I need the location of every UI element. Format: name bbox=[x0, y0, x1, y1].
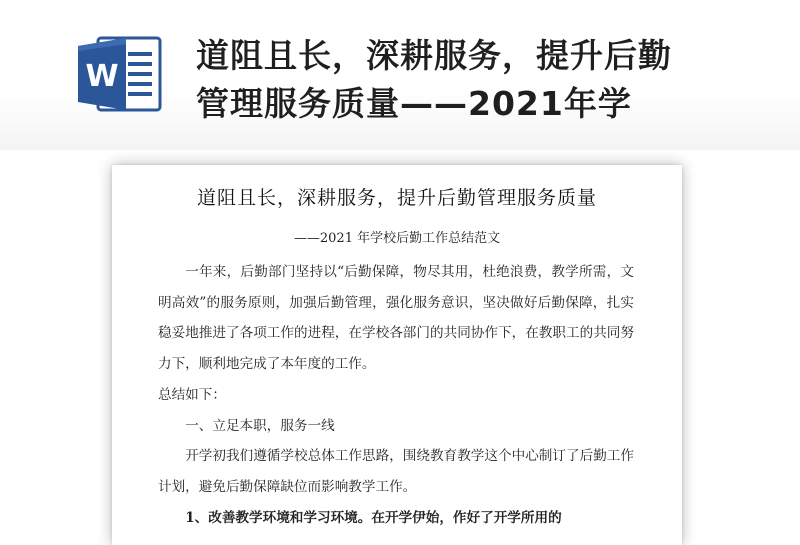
document-body bbox=[158, 257, 634, 533]
document-subtitle: ——2021 年学校后勤工作总结范文 bbox=[293, 231, 501, 246]
paragraph-intro: 一年来，后勤部门坚持以“后勤保障，物尽其用，杜绝浪费，教学所需，文明高效”的服务原则，加强后勤管理，强化服务意识，坚决做好后勤保障，扎实稳妥地推进了各项工作的进程，在学校各部门的共同协作下，在教职工的共同努力下，顺利地完成了本年度的工作。 bbox=[158, 264, 634, 373]
header-title-line-2: 管理服务质量——2021年学 bbox=[196, 84, 632, 123]
header-title-line-1: 道阻且长，深耕服务，提升后勤 bbox=[196, 36, 672, 75]
list-item-1: 1、改善教学环境和学习环境。在开学伊始，作好了开学所用的 bbox=[185, 509, 562, 526]
document-title: 道阻且长，深耕服务，提升后勤管理服务质量 bbox=[196, 187, 597, 209]
header-title bbox=[196, 32, 756, 128]
section-heading-1: 一、立足本职，服务一线 bbox=[185, 417, 335, 434]
paragraph-section-1: 开学初我们遵循学校总体工作思路，围绕教育教学这个中心制订了后勤工作计划，避免后勤保障缺位而影响教学工作。 bbox=[158, 448, 634, 495]
word-icon-letter: W bbox=[85, 59, 119, 94]
document-page bbox=[112, 165, 682, 545]
paragraph-summary-lead: 总结如下： bbox=[158, 386, 226, 403]
word-document-icon bbox=[76, 34, 164, 114]
